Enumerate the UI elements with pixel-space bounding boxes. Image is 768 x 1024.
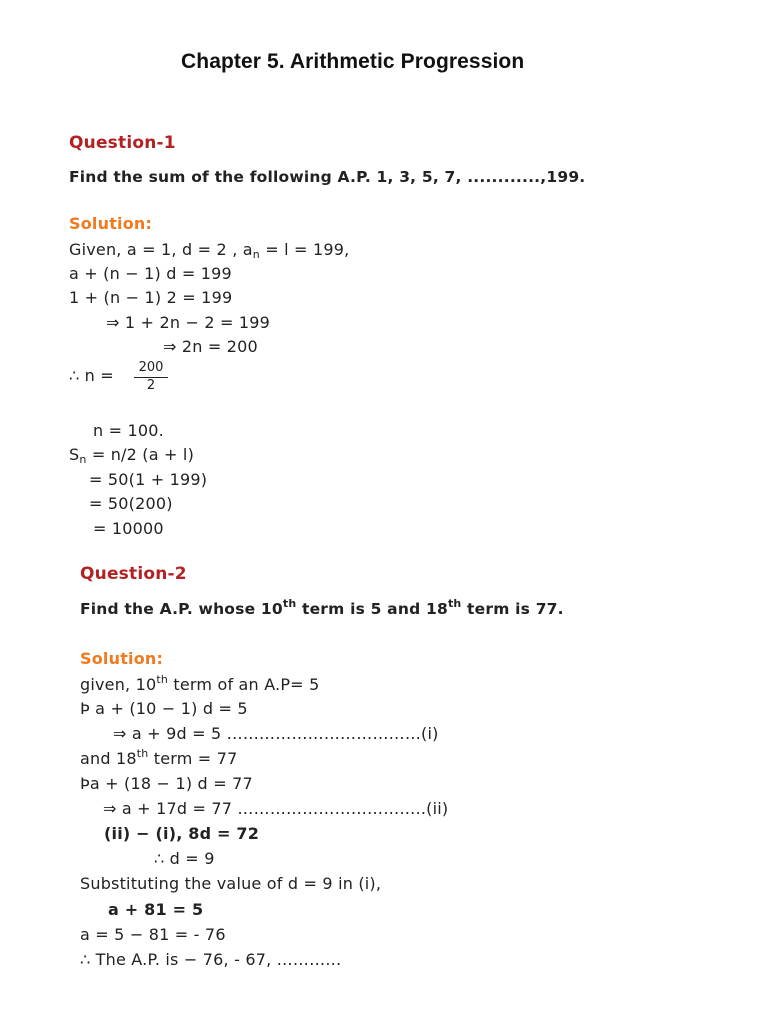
solution-1-line: ⇒ 1 + 2n − 2 = 199 <box>106 313 271 332</box>
solution-2-line: Substituting the value of d = 9 in (i), <box>80 874 382 893</box>
solution-2-line: ⇒ a + 9d = 5 ………………………………(i) <box>113 724 439 743</box>
chapter-title: Chapter 5. Arithmetic Progression <box>181 50 525 73</box>
solution-2-line: ∴ d = 9 <box>154 849 215 868</box>
solution-2-line: Þ a + (10 − 1) d = 5 <box>80 699 248 718</box>
question-2-heading: Question-2 <box>80 564 187 584</box>
question-1-text: Find the sum of the following A.P. 1, 3, 5, 7, ............,199. <box>69 168 586 186</box>
solution-2-line: (ii) − (i), 8d = 72 <box>104 824 260 843</box>
fraction-denominator: 2 <box>146 378 156 393</box>
solution-1-line: = 50(1 + 199) <box>89 470 208 489</box>
solution-2-line: ⇒ a + 17d = 77 ……………………………..(ii) <box>103 799 449 818</box>
question-1-heading: Question-1 <box>69 133 176 153</box>
solution-2-line: and 18th term = 77 <box>80 747 238 768</box>
solution-2-line: a = 5 − 81 = - 76 <box>80 925 226 944</box>
solution-1-line: a + (n − 1) d = 199 <box>69 264 232 283</box>
solution-1-line: ∴ n = <box>69 366 114 385</box>
solution-2-line: ∴ The A.P. is − 76, - 67, ………… <box>80 950 342 969</box>
solution-1-line: 1 + (n − 1) 2 = 199 <box>69 288 233 307</box>
solution-1-given: Given, a = 1, d = 2 , $a_n = l = 199$, <box>69 240 350 261</box>
solution-1-line: = 50(200) <box>89 494 173 513</box>
fraction-200-over-2 <box>134 360 168 394</box>
solution-1-label: Solution: <box>69 214 153 233</box>
fraction-numerator: 200 <box>134 360 168 378</box>
solution-2-line: a + 81 = 5 <box>108 900 204 919</box>
solution-2-line: Þa + (18 − 1) d = 77 <box>80 774 253 793</box>
solution-1-line: n = 100. <box>93 421 164 440</box>
solution-1-line: = 10000 <box>93 519 164 538</box>
question-2-text: Find the A.P. whose 10th term is 5 and 18th term is 77. <box>80 597 564 618</box>
solution-2-label: Solution: <box>80 649 164 668</box>
solution-1-sum-formula: $S_n = n/2$ (a + l) <box>69 445 195 466</box>
solution-1-line: ⇒ 2n = 200 <box>163 337 258 356</box>
solution-2-line: given, 10th term of an A.P= 5 <box>80 673 320 694</box>
